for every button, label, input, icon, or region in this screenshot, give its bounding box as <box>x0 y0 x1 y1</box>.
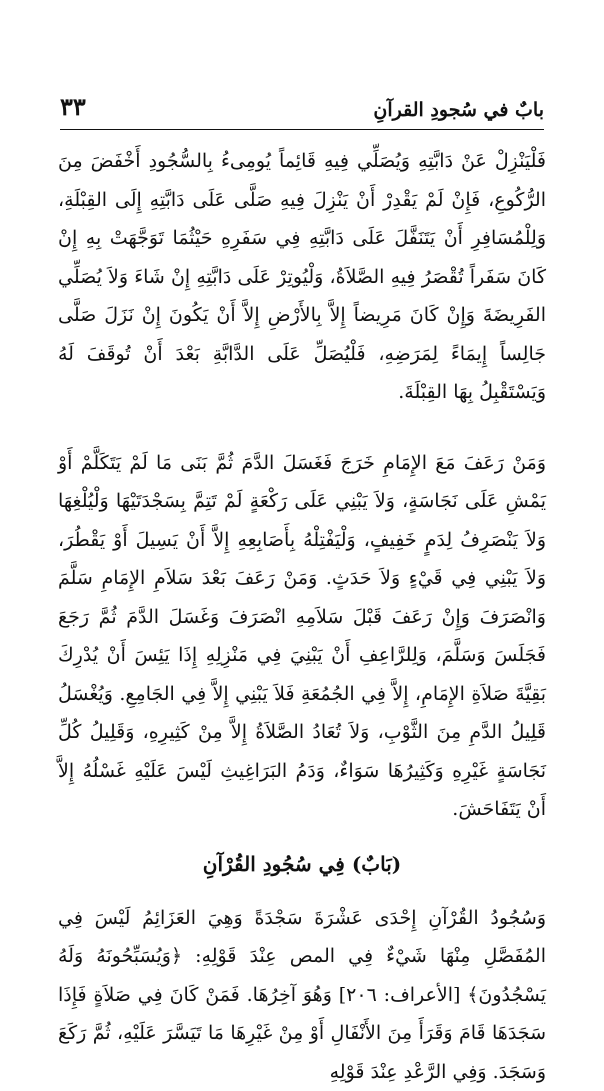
paragraph-1: فَلْيَنْزِلْ عَنْ دَابَّتِهِ وَيُصَلِّي فِيهِ قَائِماً يُومِىءُ بِالسُّجُودِ أَخْفَضَ مِنَ الرُّكُوعِ، فَإِنْ لَمْ يَقْدِرْ أَنْ يَنْزِلَ فِيهِ صَلَّى عَلَى دَابَّتِهِ إِلَى القِبْلَةِ، وَلِلْمُسَافِرِ أَنْ يَتَنَفَّلَ عَلَى دَابَّتِهِ فِي سَفَرِهِ حَيْثُمَا تَوَجَّهَتْ بِهِ إِنْ كَانَ سَفَراً تُقْصَرُ فِيهِ الصَّلاَةُ، وَلْيُوتِرْ عَلَى دَابَّتِهِ إِنْ شَاءَ وَلاَ يُصَلِّي الفَرِيضَةَ وَإِنْ كَانَ مَرِيضاً إِلاَّ بِالأَرْضِ إِلاَّ أَنْ يَكُونَ إِنْ نَزَلَ صَلَّى جَالِساً إِيمَاءً لِمَرَضِهِ، فَلْيُصَلِّ عَلَى الدَّابَّةِ بَعْدَ أَنْ تُوقَفَ لَهُ وَيَسْتَقْبِلُ بِهَا القِبْلَةَ. <box>58 142 546 412</box>
paragraph-2: وَمَنْ رَعَفَ مَعَ الإِمَامِ خَرَجَ فَغَسَلَ الدَّمَ ثُمَّ بَنَى مَا لَمْ يَتَكَلَّمْ أَوْ يَمْشِ عَلَى نَجَاسَةٍ، وَلاَ يَبْنِي عَلَى رَكْعَةٍ لَمْ تَتِمَّ بِسَجْدَتَيْهَا وَلْيُلْغِهَا وَلاَ يَنْصَرِفُ لِدَمٍ خَفِيفٍ، وَلْيَفْتِلْهُ بِأَصَابِعِهِ إِلاَّ أَنْ يَسِيلَ أَوْ يَقْطُرَ، وَلاَ يَبْنِي فِي قَيْءٍ وَلاَ حَدَثٍ. وَمَنْ رَعَفَ بَعْدَ سَلاَمِ الإِمَامِ سَلَّمَ وَانْصَرَفَ وَإِنْ رَعَفَ قَبْلَ سَلاَمِهِ انْصَرَفَ وَغَسَلَ الدَّمَ ثُمَّ رَجَعَ فَجَلَسَ وَسَلَّمَ، وَلِلرَّاعِفِ أَنْ يَبْنِيَ فِي مَنْزِلِهِ إِذَا يَئِسَ أَنْ يُدْرِكَ بَقِيَّةَ صَلاَةِ الإِمَامِ، إِلاَّ فِي الجُمُعَةِ فَلاَ يَبْنِي إِلاَّ فِي الجَامِعِ. وَيُغْسَلُ قَلِيلُ الدَّمِ مِنَ الثَّوْبِ، وَلاَ تُعَادُ الصَّلاَةُ إِلاَّ مِنْ كَثِيرِهِ، وَقَلِيلُ كُلِّ نَجَاسَةٍ غَيْرِهِ وَكَثِيرُهَا سَوَاءٌ، وَدَمُ البَرَاغِيثِ لَيْسَ عَلَيْهِ غَسْلُهُ إِلاَّ أَنْ يَتَفَاحَشَ. <box>58 444 546 829</box>
page-body <box>58 142 546 1091</box>
section-spacer <box>58 829 546 847</box>
header-rule <box>60 129 544 130</box>
section-paragraph: وَسُجُودُ القُرْآنِ إِحْدَى عَشْرَةَ سَجْدَةً وَهِيَ العَزَائِمُ لَيْسَ فِي المُفَصَّلِ مِنْهَا شَيْءٌ فِي المص عِنْدَ قَوْلِهِ: ﴿وَيُسَبِّحُونَهُ وَلَهُ يَسْجُدُونَ﴾ [الأعراف: ٢٠٦] وَهُوَ آخِرُهَا. فَمَنْ كَانَ فِي صَلاَةٍ فَإِذَا سَجَدَهَا قَامَ وَقَرَأَ مِنَ الأَنْفَالِ أَوْ مِنْ غَيْرِهَا مَا تَيَسَّرَ عَلَيْهِ، ثُمَّ رَكَعَ وَسَجَدَ. وَفِي الرَّعْدِ عِنْدَ قَوْلِهِ <box>58 899 546 1091</box>
paragraph-spacer <box>58 412 546 444</box>
section-heading: (بَابٌ) فِي سُجُودِ القُرْآنِ <box>58 847 546 881</box>
running-header <box>60 85 544 121</box>
page-number: ٣٣ <box>60 92 86 121</box>
running-title: بابٌ في سُجودِ القرآنِ <box>373 99 544 121</box>
